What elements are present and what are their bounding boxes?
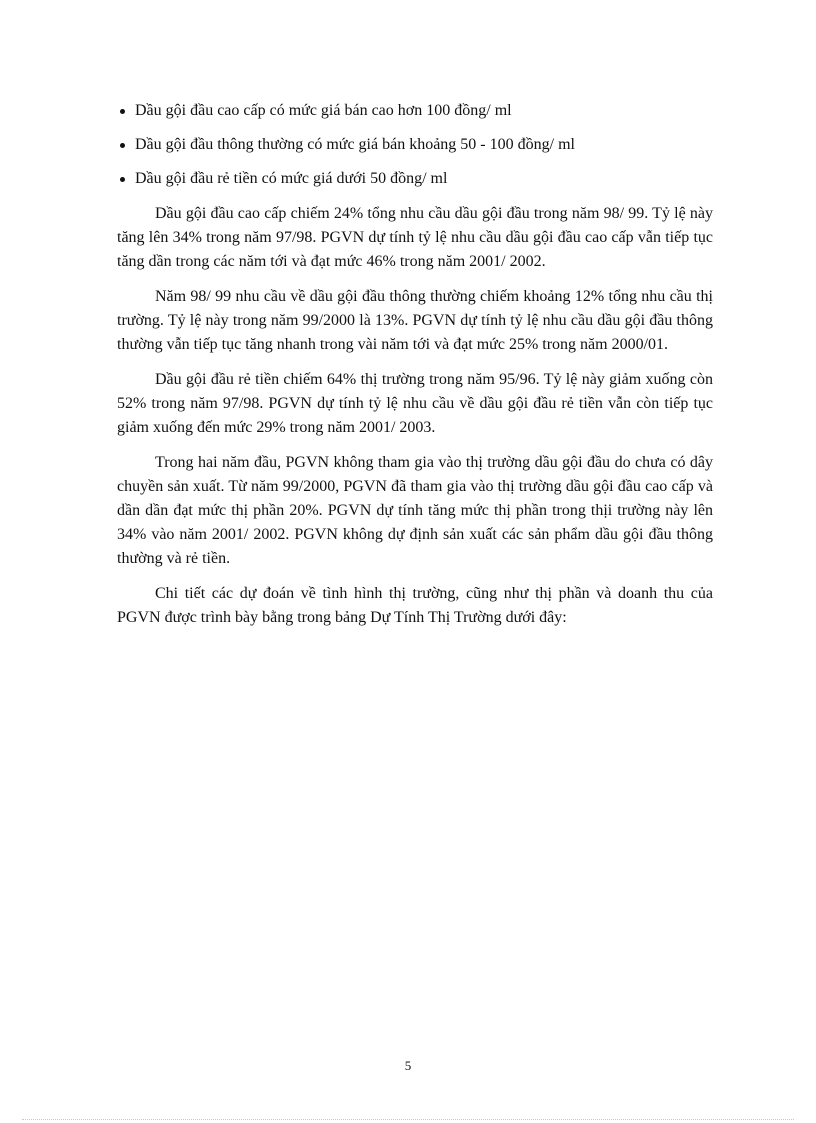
footer-divider bbox=[22, 1119, 794, 1120]
paragraph-premium-share: Dầu gội đầu cao cấp chiếm 24% tổng nhu cầu dầu gội đầu trong năm 98/ 99. Tỷ lệ này tăng lên 34% trong năm 97/98. PGVN dự tính tỷ lệ nhu cầu dầu gội đầu cao cấp vẫn tiếp tục tăng dần trong các năm tới và đạt mức 46% trong năm 2001/ 2002. bbox=[117, 205, 713, 270]
list-item bbox=[117, 100, 713, 122]
bullet-icon bbox=[120, 143, 125, 148]
paragraph-cheap-share: Dầu gội đầu rẻ tiền chiếm 64% thị trường trong năm 95/96. Tỷ lệ này giảm xuống còn 52% trong năm 97/98. PGVN dự tính tỷ lệ nhu cầu về dầu gội đầu rẻ tiền vẫn còn tiếp tục giảm xuống đến mức 29% trong năm 2001/ 2003. bbox=[117, 371, 713, 436]
list-item bbox=[117, 168, 713, 190]
list-item-text: Dầu gội đầu thông thường có mức giá bán khoảng 50 - 100 đồng/ ml bbox=[135, 136, 575, 153]
page-number: 5 bbox=[404, 1058, 412, 1073]
paragraph-forecast-intro: Chi tiết các dự đoán về tình hình thị trường, cũng như thị phần và doanh thu của PGVN được trình bày bằng trong bảng Dự Tính Thị Trường dưới đây: bbox=[117, 585, 713, 626]
list-item-text: Dầu gội đầu rẻ tiền có mức giá dưới 50 đồng/ ml bbox=[135, 170, 448, 187]
list-item bbox=[117, 134, 713, 156]
list-item-text: Dầu gội đầu cao cấp có mức giá bán cao hơn 100 đồng/ ml bbox=[135, 102, 512, 119]
price-tier-list bbox=[117, 100, 713, 190]
paragraph-regular-share: Năm 98/ 99 nhu cầu về dầu gội đầu thông thường chiếm khoảng 12% tổng nhu cầu thị trường. Tỷ lệ này trong năm 99/2000 là 13%. PGVN dự tính tỷ lệ nhu cầu dầu gội đầu thông thường vẫn tiếp tục tăng nhanh trong vài năm tới và đạt mức 25% trong năm 2000/01. bbox=[117, 288, 713, 353]
bullet-icon bbox=[120, 109, 125, 114]
page-content bbox=[117, 100, 713, 641]
paragraph-pgvn-market-entry: Trong hai năm đầu, PGVN không tham gia vào thị trường dầu gội đầu do chưa có dây chuyền sản xuất. Từ năm 99/2000, PGVN đã tham gia vào thị trường dầu gội đầu cao cấp và dần dần đạt mức thị phần 20%. PGVN dự tính tăng mức thị phần trong thịi trường này lên 34% vào năm 2001/ 2002. PGVN không dự định sản xuất các sản phẩm dầu gội đầu thông thường và rẻ tiền. bbox=[117, 454, 713, 567]
bullet-icon bbox=[120, 177, 125, 182]
